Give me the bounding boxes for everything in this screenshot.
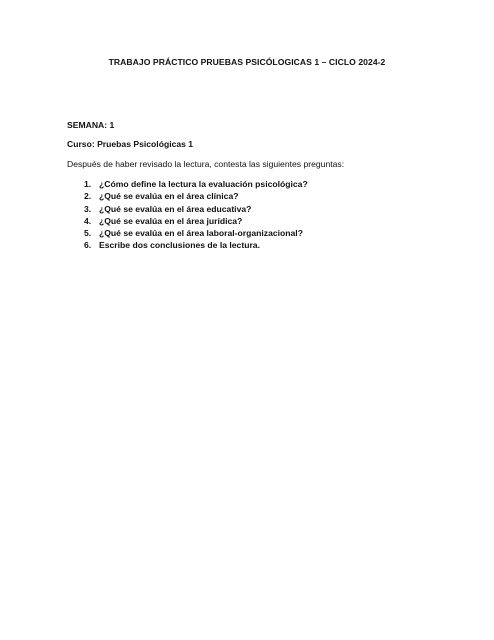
question-text: ¿Qué se evalúa en el área educativa? [99, 203, 252, 214]
question-text: ¿Qué se evalúa en el área jurídica? [99, 215, 243, 226]
course-label: Curso: Pruebas Psicológicas 1 [67, 139, 194, 149]
question-number: 4. [84, 215, 92, 226]
question-text: ¿Cómo define la lectura la evaluación psicológica? [99, 179, 308, 189]
question-text: ¿Qué se evalúa en el área clínica? [99, 191, 239, 202]
question-number: 3. [84, 203, 92, 214]
question-number: 5. [84, 228, 92, 239]
question-text: ¿Qué se evalúa en el área laboral-organizacional? [99, 228, 303, 239]
instructions-text: Después de haber revisado la lectura, contesta las siguientes preguntas: [67, 159, 345, 169]
week-label: SEMANA: 1 [67, 120, 115, 130]
question-number: 1. [84, 179, 92, 189]
question-number: 6. [84, 240, 92, 251]
question-text: Escribe dos conclusiones de la lectura. [99, 240, 260, 251]
document-title: TRABAJO PRÁCTICO PRUEBAS PSICÓLOGICAS 1 – CICLO 2024-2 [108, 57, 386, 67]
question-number: 2. [84, 191, 92, 202]
